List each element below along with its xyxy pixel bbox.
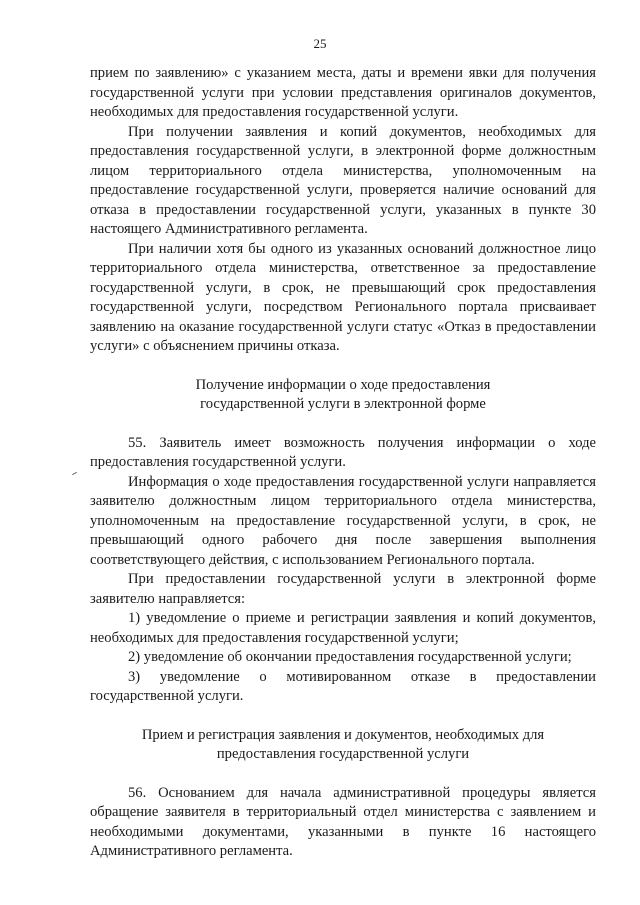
list-item-1: 1) уведомление о приеме и регистрации заявления и копий документов, необходимых для предоставления государственной услуги; [90, 610, 596, 646]
section-heading-progress-info [90, 376, 596, 415]
heading-line: государственной услуги в электронной форме [200, 396, 486, 412]
list-item-3: 3) уведомление о мотивированном отказе в предоставлении государственной услуги. [90, 668, 596, 704]
heading-line: предоставления государственной услуги [216, 746, 470, 762]
paragraph-info-delivery: Информация о ходе предоставления государственной услуги направляется заявителю должностным лицом территориального отдела министерства, уполномоченным на предоставление государственной услуги, в срок, не превышающий одного рабочего дня после завершения выполнения соответствующего действия, с использованием Регионального портала. [90, 473, 596, 568]
list-item-2: 2) уведомление об окончании предоставления государственной услуги; [128, 649, 572, 665]
paragraph-electronic-application-check: При получении заявления и копий документов, необходимых для предоставления государственной услуги, в электронной форме должностным лицом территориального отдела министерства, уполномоченным на предоставление государственной услуги, проверяется наличие оснований для отказа в предоставлении государственной услуги, указанных в пункте 30 настоящего Административного регламента. [90, 123, 596, 237]
heading-line: Получение информации о ходе предоставления [195, 376, 491, 393]
document-body [90, 64, 596, 862]
paragraph-continuation: прием по заявлению» с указанием места, даты и времени явки для получения государственной услуги при условии представления оригиналов документов, необходимых для предоставления государственной услуги. [90, 65, 596, 120]
paragraph-notifications-intro: При предоставлении государственной услуги в электронной форме заявителю направляется: [90, 571, 596, 607]
margin-mark [72, 472, 77, 475]
section-heading-registration [90, 726, 596, 765]
page-number: 25 [313, 36, 327, 51]
paragraph-55: 55. Заявитель имеет возможность получения информации о ходе предоставления государственной услуги. [90, 434, 596, 470]
heading-line: Прием и регистрация заявления и документов, необходимых для [141, 726, 545, 743]
paragraph-56: 56. Основанием для начала административной процедуры является обращение заявителя в территориальный отдел министерства с заявлением и необходимыми документами, указанными в пункте 16 настоящего Административного регламента. [90, 784, 596, 859]
paragraph-refusal-status: При наличии хотя бы одного из указанных оснований должностное лицо территориального отдела министерства, ответственное за предоставление государственной услуги, в срок, не превышающий срок предоставления государственной услуги, посредством Регионального портала присваивает заявлению на оказание государственной услуги статус «Отказ в предоставлении услуги» с объяснением причины отказа. [90, 240, 596, 354]
